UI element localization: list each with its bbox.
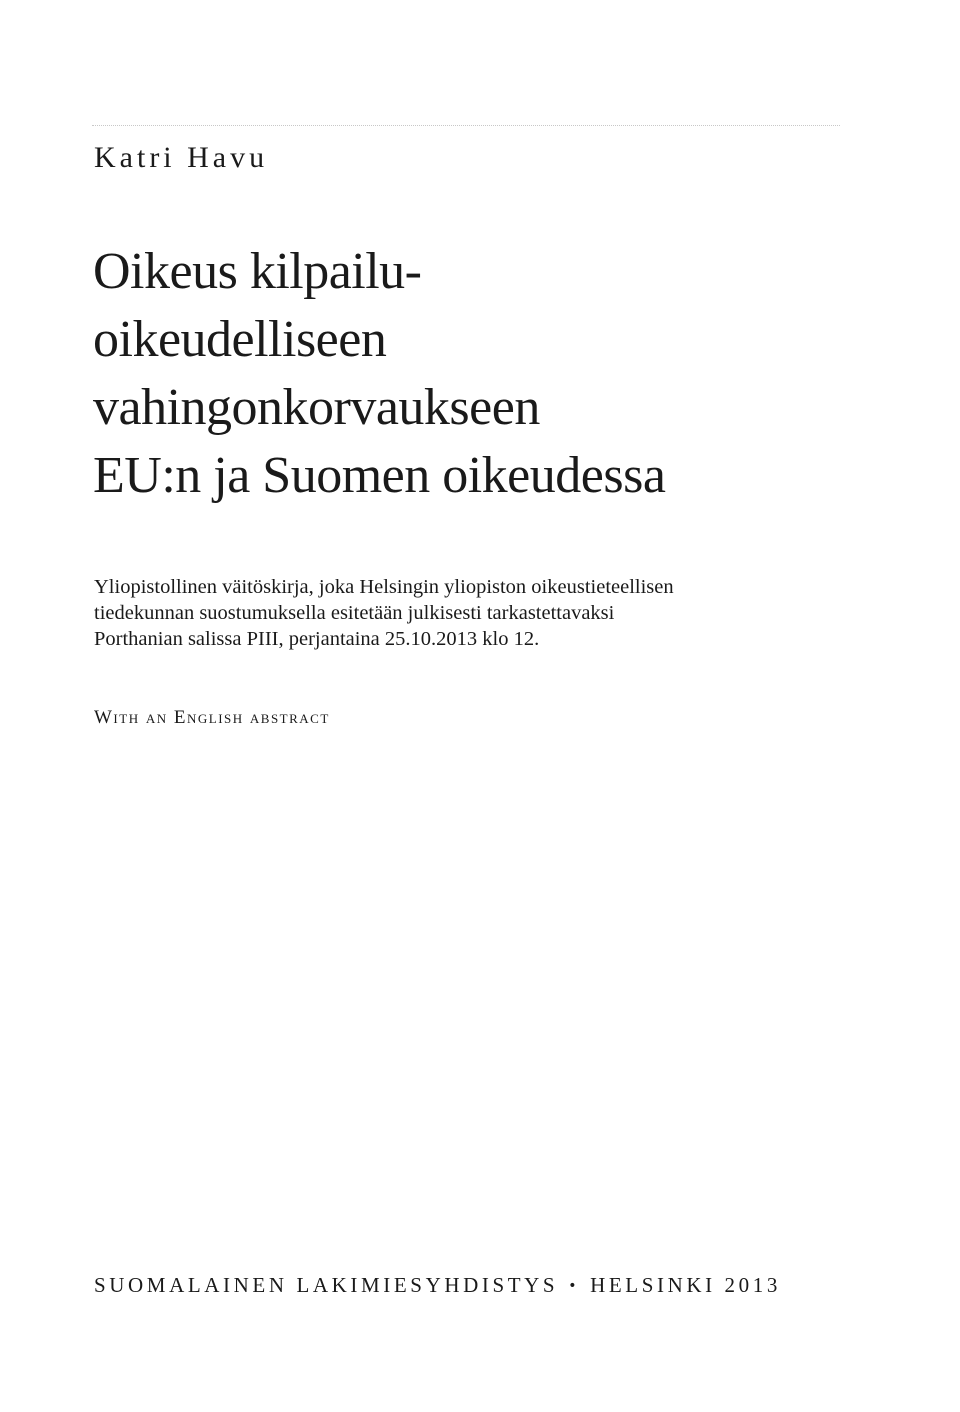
title-line-1: Oikeus kilpailu- (93, 243, 422, 300)
book-title (93, 238, 665, 510)
description-line-1: Yliopistollinen väitöskirja, joka Helsingin yliopiston oikeustieteellisen (94, 576, 674, 598)
abstract-note: With an English abstract (94, 707, 330, 728)
title-line-3: vahingonkorvaukseen (93, 379, 540, 436)
description-line-2: tiedekunnan suostumuksella esitetään julkisesti tarkastettavaksi (94, 602, 615, 624)
top-divider (92, 125, 840, 126)
dissertation-description (94, 574, 674, 652)
title-line-4: EU:n ja Suomen oikeudessa (93, 447, 666, 504)
author-name: Katri Havu (94, 141, 269, 174)
bullet-separator: • (568, 1278, 581, 1294)
publisher-place-year: HELSINKI 2013 (590, 1273, 781, 1297)
description-line-3: Porthanian salissa PIII, perjantaina 25.10.2013 klo 12. (94, 628, 540, 650)
publisher-name: SUOMALAINEN LAKIMIESYHDISTYS (94, 1273, 559, 1297)
title-line-2: oikeudelliseen (93, 311, 387, 368)
publisher-line (94, 1271, 781, 1300)
